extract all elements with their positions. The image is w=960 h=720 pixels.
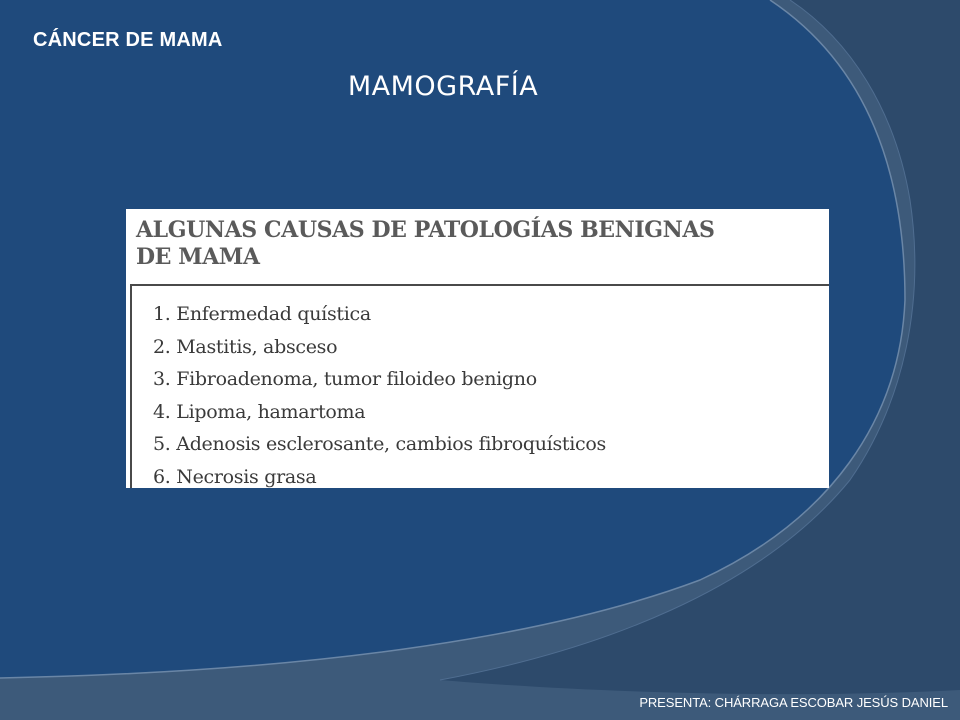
table-header [136, 217, 776, 271]
table-body [130, 286, 829, 488]
list-item: 6. Necrosis grasa [153, 465, 317, 488]
benign-causes-table [126, 209, 829, 488]
table-header-line1: ALGUNAS CAUSAS DE PATOLOGÍAS BENIGNAS [136, 217, 715, 243]
list-item: 2. Mastitis, absceso [153, 335, 338, 358]
causes-list [153, 298, 606, 494]
list-item: 4. Lipoma, hamartoma [153, 400, 366, 423]
slide-topic: CÁNCER DE MAMA [33, 29, 223, 51]
list-item: 1. Enfermedad quística [153, 303, 371, 325]
presenter-footer: PRESENTA: CHÁRRAGA ESCOBAR JESÚS DANIEL [639, 695, 948, 710]
list-item: 3. Fibroadenoma, tumor filoideo benigno [153, 368, 537, 391]
slide-title: MAMOGRAFÍA [347, 71, 539, 102]
list-item: 5. Adenosis esclerosante, cambios fibroquísticos [153, 433, 606, 456]
table-header-line2: DE MAMA [136, 244, 260, 270]
